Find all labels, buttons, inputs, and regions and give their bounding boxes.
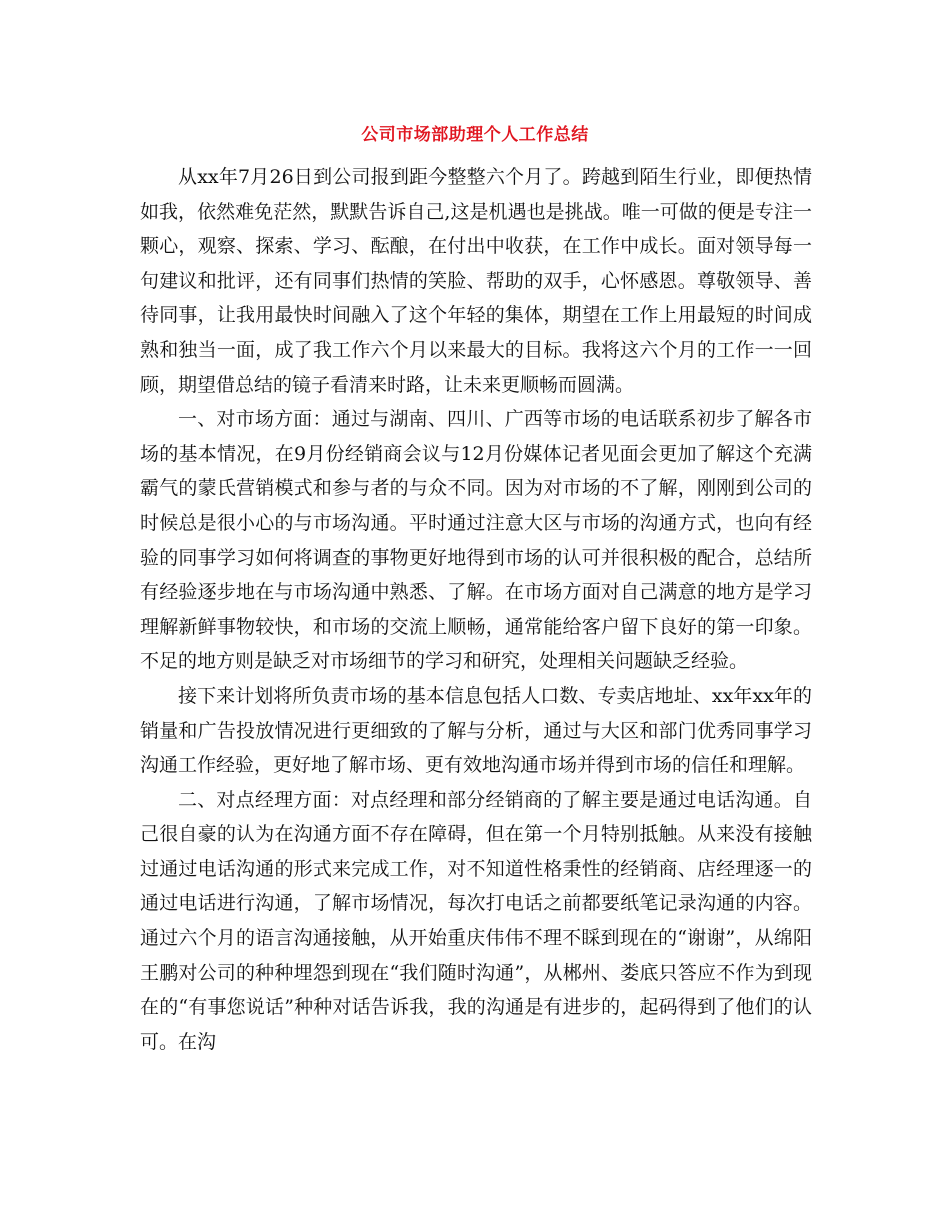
- paragraph-point-manager: 二、对点经理方面：对点经理和部分经销商的了解主要是通过电话沟通。自己很自豪的认为在沟通方面不存在障碍，但在第一个月特别抵触。从来没有接触过通过电话沟通的形式来完成工作，对不知道性格秉性的经销商、店经理逐一的通过电话进行沟通，了解市场情况，每次打电话之前都要纸笔记录沟通的内容。通过六个月的语言沟通接触，从开始重庆伟伟不理不睬到现在的“谢谢”，从绵阳王鹏对公司的种种埋怨到现在“我们随时沟通”，从郴州、娄底只答应不作为到现在的“有事您说话”种种对话告诉我，我的沟通是有进步的，起码得到了他们的认可。在沟: [140, 788, 812, 1053]
- document-title: 公司市场部助理个人工作总结: [361, 125, 589, 145]
- document-body: [140, 160, 812, 1059]
- paragraph-market: 一、对市场方面：通过与湖南、四川、广西等市场的电话联系初步了解各市场的基本情况，在9月份经销商会议与12月份媒体记者见面会更加了解这个充满霸气的蒙氏营销模式和参与者的与众不同。因为对市场的不了解，刚刚到公司的时候总是很小心的与市场沟通。平时通过注意大区与市场的沟通方式，也向有经验的同事学习如何将调查的事物更好地得到市场的认可并很积极的配合，总结所有经验逐步地在与市场沟通中熟悉、了解。在市场方面对自己满意的地方是学习理解新鲜事物较快，和市场的交流上顺畅，通常能给客户留下良好的第一印象。不足的地方则是缺乏对市场细节的学习和研究，处理相关问题缺乏经验。: [140, 408, 812, 673]
- paragraph-plan: 接下来计划将所负责市场的基本信息包括人口数、专卖店地址、xx年xx年的销量和广告投放情况进行更细致的了解与分析，通过与大区和部门优秀同事学习沟通工作经验，更好地了解市场、更有效地沟通市场并得到市场的信任和理解。: [140, 684, 812, 777]
- paragraph-intro: 从xx年7月26日到公司报到距今整整六个月了。跨越到陌生行业，即便热情如我，依然难免茫然，默默告诉自己,这是机遇也是挑战。唯一可做的便是专注一颗心，观察、探索、学习、酝酿，在付出中收获，在工作中成长。面对领导每一句建议和批评，还有同事们热情的笑脸、帮助的双手，心怀感恩。尊敬领导、善待同事，让我用最快时间融入了这个年轻的集体，期望在工作上用最短的时间成熟和独当一面，成了我工作六个月以来最大的目标。我将这六个月的工作一一回顾，期望借总结的镜子看清来时路，让未来更顺畅而圆满。: [140, 166, 812, 396]
